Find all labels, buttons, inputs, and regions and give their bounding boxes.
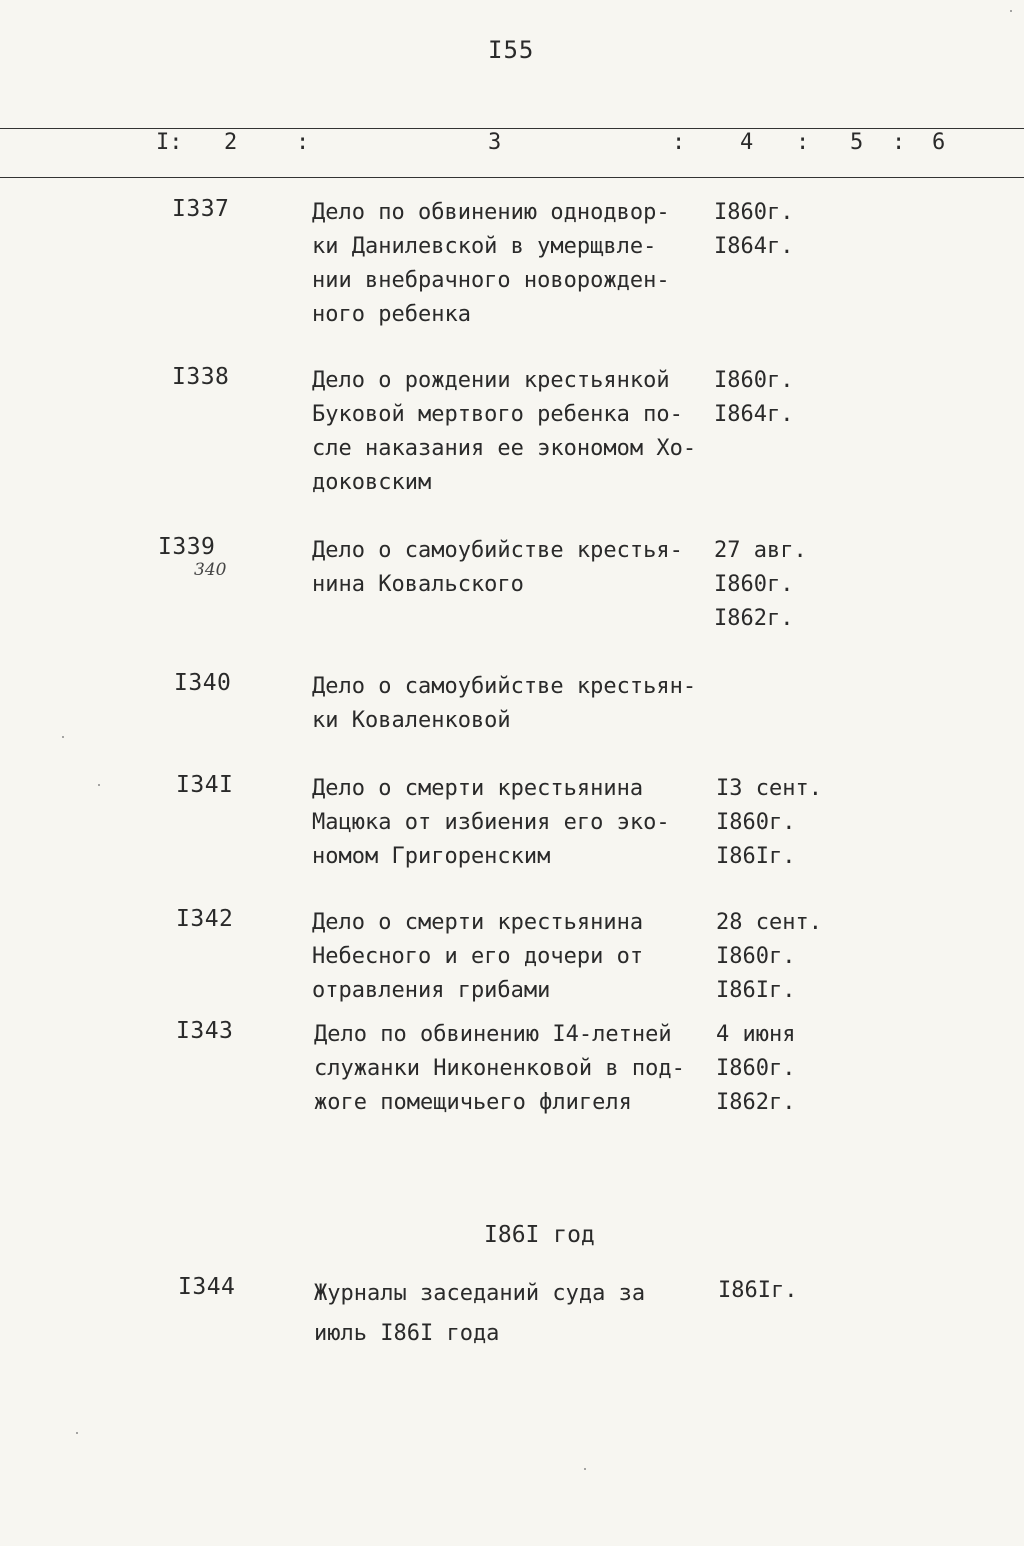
handwritten-note: 340 <box>194 560 227 580</box>
scan-speck <box>584 1468 586 1470</box>
description-line: Дело о самоубийстве крестьян- <box>312 674 697 699</box>
page-number: I55 <box>488 36 535 64</box>
description-line: нии внебрачного новорожден- <box>312 268 670 293</box>
description-line: сле наказания ее экономом Хо- <box>312 436 697 461</box>
description-line: номом Григоренским <box>312 844 551 869</box>
case-number: I337 <box>172 196 230 222</box>
case-dates <box>716 772 856 874</box>
date-line: I862г. <box>716 1090 796 1115</box>
description-line: Дело о самоубийстве крестья- <box>312 538 683 563</box>
date-line: I860г. <box>716 944 796 969</box>
description-line: нина Ковальского <box>312 572 524 597</box>
date-line: I86Iг. <box>718 1278 798 1303</box>
case-number: I343 <box>176 1018 234 1044</box>
date-line: 27 авг. <box>714 538 807 563</box>
date-line: I860г. <box>714 200 794 225</box>
column-header-5: 5 <box>850 130 864 155</box>
column-separator: : <box>892 130 906 155</box>
case-number: I338 <box>172 364 230 390</box>
description-line: Журналы заседаний суда за <box>314 1281 646 1306</box>
case-number: I340 <box>174 670 232 696</box>
description-line: июль I86I года <box>314 1321 500 1346</box>
date-line: 28 сент. <box>716 910 822 935</box>
case-dates <box>716 1018 856 1120</box>
column-header-2: 2 <box>224 130 238 155</box>
case-description <box>312 670 722 738</box>
column-header-4: 4 <box>740 130 754 155</box>
description-line: жоге помещичьего флигеля <box>314 1090 632 1115</box>
date-line: I860г. <box>716 810 796 835</box>
description-line: Дело по обвинению однодвор- <box>312 200 670 225</box>
scan-speck <box>76 1432 78 1434</box>
description-line: служанки Никоненковой в под- <box>314 1056 685 1081</box>
case-dates <box>714 196 854 264</box>
date-line: I864г. <box>714 234 794 259</box>
case-number: I342 <box>176 906 234 932</box>
column-separator: : <box>672 130 686 155</box>
case-dates <box>714 364 854 432</box>
case-dates <box>718 1274 858 1308</box>
description-line: Дело о смерти крестьянина <box>312 910 644 935</box>
description-line: Дело о рождении крестьянкой <box>312 368 670 393</box>
case-description <box>312 534 722 602</box>
description-line: Мацюка от избиения его эко- <box>312 810 670 835</box>
case-number: I344 <box>178 1274 236 1300</box>
date-line: I864г. <box>714 402 794 427</box>
column-separator: : <box>796 130 810 155</box>
case-description <box>314 1274 724 1354</box>
case-description <box>312 196 722 332</box>
description-line: ки Коваленковой <box>312 708 511 733</box>
description-line: доковским <box>312 470 432 495</box>
case-description <box>312 906 722 1008</box>
date-line: I860г. <box>714 368 794 393</box>
case-description <box>312 364 722 500</box>
column-header-6: 6 <box>932 130 946 155</box>
description-line: отравления грибами <box>312 978 551 1003</box>
case-description <box>312 772 722 874</box>
case-dates <box>714 534 854 636</box>
date-line: I860г. <box>716 1056 796 1081</box>
case-number: I34I <box>176 772 234 798</box>
description-line: ки Данилевской в умерщвле- <box>312 234 657 259</box>
description-line: ного ребенка <box>312 302 471 327</box>
date-line: I86Iг. <box>716 844 796 869</box>
date-line: I3 сент. <box>716 776 822 801</box>
date-line: I86Iг. <box>716 978 796 1003</box>
description-line: Дело о смерти крестьянина <box>312 776 644 801</box>
scan-speck <box>62 736 64 738</box>
column-separator: : <box>296 130 310 155</box>
date-line: 4 июня <box>716 1022 796 1047</box>
scan-speck <box>1010 10 1012 12</box>
section-heading-1861: I86I год <box>484 1222 595 1248</box>
description-line: Небесного и его дочери от <box>312 944 644 969</box>
header-rule-top <box>0 128 1024 129</box>
column-header-1: I: <box>156 130 183 155</box>
column-header-3: 3 <box>488 130 502 155</box>
scan-speck <box>98 784 100 786</box>
description-line: Дело по обвинению I4-летней <box>314 1022 672 1047</box>
case-dates <box>716 906 856 1008</box>
description-line: Буковой мертвого ребенка по- <box>312 402 683 427</box>
date-line: I862г. <box>714 606 794 631</box>
case-description <box>314 1018 724 1120</box>
case-number: I339 <box>158 534 216 560</box>
header-rule-bottom <box>0 177 1024 178</box>
date-line: I860г. <box>714 572 794 597</box>
